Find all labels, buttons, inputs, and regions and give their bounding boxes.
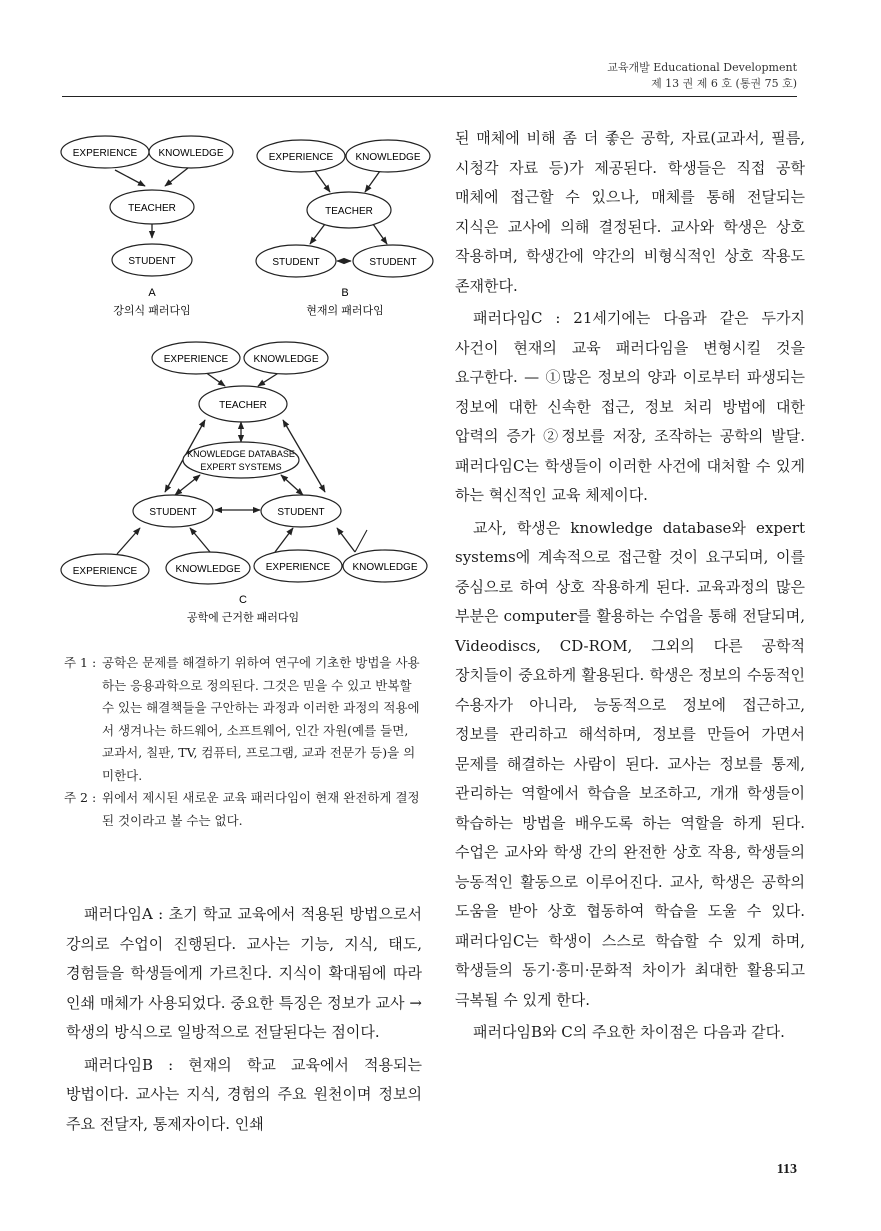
note-2-label: 주 2 : — [64, 790, 97, 805]
c-know-bottom1-label: KNOWLEDGE — [175, 564, 241, 575]
a-knowledge-label: KNOWLEDGE — [158, 148, 224, 159]
footnotes — [64, 652, 420, 832]
journal-title: 교육개발 Educational Development — [607, 61, 797, 74]
b-knowledge-label: KNOWLEDGE — [355, 152, 421, 163]
c-knowledge-label: KNOWLEDGE — [253, 354, 319, 365]
c-exp-bottom1-label: EXPERIENCE — [72, 566, 138, 577]
a-experience-label: EXPERIENCE — [72, 148, 138, 159]
c-know-bottom2-label: KNOWLEDGE — [352, 562, 418, 573]
c-database-label-2: EXPERT SYSTEMS — [200, 462, 282, 472]
note-1-label: 주 1 : — [64, 655, 97, 670]
b-student2-label: STUDENT — [369, 257, 417, 268]
running-header — [497, 60, 797, 92]
diagram-b — [256, 140, 433, 317]
b-caption: 현재의 패러다임 — [306, 305, 384, 317]
diagram-a — [61, 136, 233, 317]
page-number: 113 — [776, 1162, 797, 1177]
issue-info: 제 13 권 제 6 호 (통권 75 호) — [651, 77, 797, 90]
c-experience-label: EXPERIENCE — [163, 354, 229, 365]
paragraph-paradigm-a: 패러다임A : 초기 학교 교육에서 적용된 방법으로서 강의로 수업이 진행된다. 교사는 기능, 지식, 태도, 경험들을 학생들에게 가르친다. 지식이 확대됨에 따라 인쇄 매체가 사용되었다. 중요한 특징은 정보가 교사 → 학생의 방식으로 일방적으로 전달된다는 점이다. — [66, 905, 422, 1041]
c-letter: C — [239, 594, 247, 606]
paragraph-paradigm-c: 패러다임C : 21세기에는 다음과 같은 두가지 사건이 현재의 교육 패러다임을 변형시킬 것을 요구한다. — ①많은 정보의 양과 이로부터 파생되는 정보에 대한 신속한 접근, 정보 처리 방법에 대한 압력의 증가 ②정보를 저장, 조작하는 공학의 발달. 패러다임C는 학생들이 이러한 사건에 대처할 수 있게 하는 혁신적인 교육 체제이다. — [455, 309, 805, 504]
paragraph-paradigm-b: 패러다임B : 현재의 학교 교육에서 적용되는 방법이다. 교사는 지식, 경험의 주요 원천이며 정보의 주요 전달자, 통제자이다. 인쇄 — [66, 1055, 422, 1133]
c-caption: 공학에 근거한 패러다임 — [186, 612, 300, 624]
paragraph-knowledge-database: 교사, 학생은 knowledge database와 expert systems에 계속적으로 접근할 것이 요구되며, 이를 중심으로 하여 상호 작용하게 된다. 교육과정의 많은 부분은 computer를 활용하는 수업을 통해 전달되며, Videodiscs, CD-ROM, 그외의 다른 공학적 장치들이 중요하게 활용된다. 학생은 정보의 수동적인 수용자가 아니라, 능동적으로 정보에 접근하고, 정보를 관리하고 해석하며, 정보를 만들어 가면서 문제를 해결하는 사람이 된다. 교사는 정보를 통제, 관리하는 역할에서 학습을 보조하고, 개개 학생들이 학습하는 방법을 배우도록 하는 역할을 하게 된다. 수업은 교사와 학생 간의 완전한 상호 작용, 학생들의 능동적인 활동으로 이루어진다. 교사, 학생은 공학의 도움을 받아 상호 협동하여 학습을 도울 수 있다. 패러다임C는 학생이 스스로 학습할 수 있게 하며, 학생들의 동기·흥미·문화적 차이가 최대한 활용되고 극복될 수 있게 한다. — [455, 518, 805, 1009]
c-database-node — [183, 442, 299, 478]
c-student1-label: STUDENT — [149, 507, 197, 518]
header-rule — [62, 96, 797, 97]
a-teacher-label: TEACHER — [128, 203, 176, 214]
b-teacher-label: TEACHER — [325, 206, 373, 217]
left-column-body — [66, 900, 422, 1139]
paradigm-diagrams — [55, 120, 435, 630]
paragraph-differences-intro: 패러다임B와 C의 주요한 차이점은 다음과 같다. — [473, 1023, 785, 1041]
note-2 — [64, 787, 420, 832]
b-experience-label: EXPERIENCE — [268, 152, 334, 163]
note-2-text: 위에서 제시된 새로운 교육 패러다임이 현재 완전하게 결정된 것이라고 볼 수는 없다. — [102, 790, 420, 828]
b-letter: B — [341, 287, 349, 299]
right-column-body — [455, 124, 805, 1048]
note-1-text: 공학은 문제를 해결하기 위하여 연구에 기초한 방법을 사용하는 응용과학으로 정의된다. 그것은 믿을 수 있고 반복할 수 있는 해결책들을 구안하는 과정과 이러한 과정의 적용에서 생겨나는 하드웨어, 소프트웨어, 인간 자원(예를 들면, 교과서, 칠판, TV, 컴퓨터, 프로그램, 교과 전문가 등)을 의미한다. — [102, 655, 420, 783]
a-letter: A — [148, 287, 156, 299]
note-1 — [64, 652, 420, 787]
c-teacher-label: TEACHER — [219, 400, 267, 411]
a-caption: 강의식 패러다임 — [113, 305, 191, 317]
paragraph-paradigm-b-cont: 된 매체에 비해 좀 더 좋은 공학, 자료(교과서, 필름, 시청각 자료 등)가 제공된다. 학생들은 직접 공학 매체에 접근할 수 있으나, 매체를 통해 전달되는 지식은 교사에 의해 결정된다. 교사와 학생은 상호 작용하며, 학생간에 약간의 비형식적인 상호 작용도 존재한다. — [455, 129, 805, 295]
c-database-label-1: KNOWLEDGE DATABASE — [187, 449, 295, 459]
c-exp-bottom2-label: EXPERIENCE — [265, 562, 331, 573]
b-student1-label: STUDENT — [272, 257, 320, 268]
diagram-c — [61, 342, 427, 624]
c-student2-label: STUDENT — [277, 507, 325, 518]
a-student-label: STUDENT — [128, 256, 176, 267]
